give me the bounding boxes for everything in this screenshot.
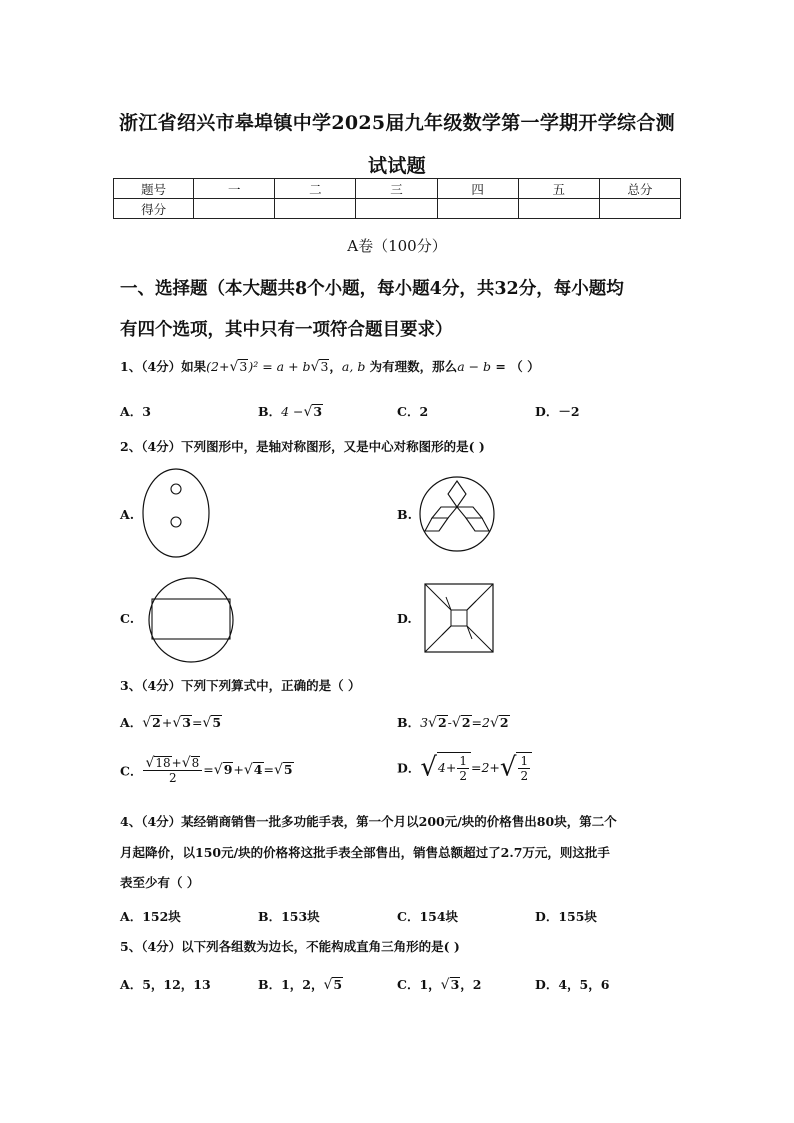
q3-option-b-label: B． (397, 715, 421, 730)
radicand: 4 (253, 762, 263, 777)
q1-option-b[interactable] (258, 402, 323, 420)
q5-option-c-text: C．1， (397, 977, 441, 992)
operator: =2+ (471, 760, 500, 775)
question-1-stem (120, 359, 690, 375)
q5-option-a[interactable]: A．5，12，13 (120, 977, 211, 992)
q1-exponent: )² (248, 359, 259, 374)
question-5-stem (120, 939, 690, 955)
q2-option-d-label[interactable]: D. (397, 611, 412, 626)
sqrt-symbol: √ (451, 715, 461, 731)
operator: = (263, 762, 274, 777)
operator: = (203, 762, 214, 777)
sqrt-symbol: √ (142, 715, 152, 731)
section-heading-line2: 有四个选项，其中只有一项符合题目要求） (120, 320, 453, 340)
q1-middle: ， (329, 359, 342, 374)
sqrt-symbol: √ (243, 762, 253, 778)
sqrt-symbol: √ (303, 404, 313, 420)
sqrt-symbol: √ (273, 762, 283, 778)
q1-expr-right: = a + b (258, 359, 311, 374)
radicand (516, 752, 532, 783)
question-4-line1 (120, 814, 690, 830)
q4-option-d[interactable]: D．155块 (535, 909, 597, 924)
sqrt-symbol: √ (489, 715, 499, 731)
q1-vars: a, b (341, 359, 366, 374)
score-cell: 四 (437, 179, 518, 199)
q4-option-c[interactable]: C．154块 (397, 909, 459, 924)
sqrt-symbol: √ (420, 752, 437, 783)
q1-option-b-label: B． (258, 404, 282, 419)
sqrt-symbol: √ (213, 762, 223, 778)
operator: + (171, 756, 182, 770)
sqrt-symbol: √ (172, 715, 182, 731)
numerator: 1 (520, 754, 529, 768)
document-title-line2: 试试题 (368, 155, 426, 177)
q1-option-c[interactable]: C．2 (397, 404, 429, 419)
q1-tail: = （ ） (491, 359, 540, 374)
question-3-stem (120, 678, 690, 694)
q3-option-d[interactable] (397, 752, 532, 783)
radicand: 3 (450, 977, 460, 992)
radicand: 18 (155, 756, 171, 770)
q2-option-a-label[interactable]: A. (120, 507, 135, 522)
score-table-score-row (114, 199, 681, 219)
q2-stem-text: 2、（4分）下列图形中，是轴对称图形，又是中心对称图形的是( ) (120, 439, 485, 454)
sqrt-symbol: √ (323, 977, 333, 993)
score-cell: 题号 (114, 179, 194, 199)
q3-option-a-label: A． (120, 715, 143, 730)
coefficient: 3 (420, 715, 429, 730)
score-table-header-row (114, 179, 681, 199)
sqrt-symbol: √ (499, 752, 517, 783)
sqrt-symbol: √ (428, 715, 437, 731)
radicand: 9 (223, 762, 233, 777)
q4-option-b[interactable]: B．153块 (258, 909, 320, 924)
q5-option-b-text: B．1，2， (258, 977, 324, 992)
score-input-cell[interactable] (599, 199, 680, 219)
q3-option-d-label: D． (397, 760, 421, 776)
q4-line3-text: 表至少有（ ） (120, 875, 200, 890)
q2-figure-c-circle-rectangle (148, 577, 234, 663)
fraction (457, 754, 469, 783)
sqrt-symbol: √ (440, 977, 450, 993)
q1-option-d[interactable]: D．－2 (535, 404, 580, 419)
numerator: 1 (459, 754, 467, 768)
operator: =2 (471, 715, 490, 730)
document-title-line1: 浙江省绍兴市皋埠镇中学2025届九年级数学第一学期开学综合测 (119, 112, 675, 134)
q3-option-c-label: C． (120, 763, 143, 779)
denominator: 2 (169, 771, 177, 785)
q5-option-c-suffix: ，2 (460, 977, 482, 992)
question-2-stem (120, 439, 690, 455)
score-table (113, 178, 681, 219)
q1-expr-left: (2+ (206, 359, 230, 374)
radicand: 8 (191, 756, 200, 770)
q5-option-b[interactable] (258, 975, 343, 993)
q1-radicand: 3 (239, 359, 248, 374)
radicand: 2 (152, 715, 161, 730)
radicand: 5 (212, 715, 222, 730)
radicand (437, 752, 471, 783)
score-input-cell[interactable] (518, 199, 599, 219)
q3-option-a[interactable] (120, 713, 222, 731)
q1-radicand-2: 3 (320, 359, 329, 374)
radicand: 2 (499, 715, 509, 730)
q2-figure-d-square-pinwheel (424, 583, 494, 653)
section-heading-line1: 一、选择题（本大题共8个小题，每小题4分，共32分，每小题均 (120, 279, 624, 299)
score-cell: 一 (194, 179, 275, 199)
q4-option-a[interactable]: A．152块 (120, 909, 181, 924)
operator: - (447, 715, 452, 730)
q4-line2-text: 月起降价，以150元/块的价格将这批手表全部售出，销售总额超过了2.7万元，则这批手 (120, 845, 610, 860)
q1-option-b-text: 4 − (281, 404, 304, 419)
denominator: 2 (459, 769, 467, 783)
q1-ask: a − b (457, 359, 492, 374)
score-cell: 总分 (599, 179, 680, 199)
question-4-line2 (120, 845, 690, 861)
score-cell: 五 (518, 179, 599, 199)
term: 4+ (437, 760, 457, 775)
q5-stem-text: 5、（4分）以下列各组数为边长，不能构成直角三角形的是( ) (120, 939, 460, 954)
score-cell: 三 (356, 179, 437, 199)
q3-option-b[interactable] (397, 713, 510, 731)
q2-figure-a-ellipse (142, 468, 212, 558)
question-4-line3 (120, 875, 690, 891)
q5-option-c[interactable] (397, 975, 481, 993)
q1-suffix: 为有理数，那么 (365, 359, 458, 374)
q3-option-c[interactable] (120, 756, 294, 785)
operator: + (161, 715, 173, 730)
radicand: 2 (437, 715, 447, 730)
radicand: 5 (333, 977, 343, 992)
radicand: 5 (283, 762, 293, 777)
operator: + (233, 762, 244, 777)
score-cell: 得分 (114, 199, 194, 219)
fraction (518, 754, 530, 783)
score-input-cell[interactable] (356, 199, 437, 219)
score-input-cell[interactable] (194, 199, 275, 219)
q2-figure-b-triple-diamond (419, 476, 495, 552)
q2-option-b-label[interactable]: B. (397, 507, 412, 522)
q3-stem-text: 3、（4分）下列下列算式中，正确的是（ ） (120, 678, 361, 693)
sqrt-symbol: √ (310, 359, 320, 375)
score-input-cell[interactable] (275, 199, 356, 219)
radicand: 3 (182, 715, 191, 730)
fraction (143, 756, 202, 785)
score-cell: 二 (275, 179, 356, 199)
sqrt-symbol: √ (181, 755, 191, 771)
sqrt-symbol: √ (229, 359, 239, 375)
q1-prefix: 1、（4分）如果 (120, 359, 207, 374)
sqrt-symbol: √ (145, 755, 155, 771)
q4-line1-text: 4、（4分）某经销商销售一批多功能手表，第一个月以200元/块的价格售出80块，第二个 (120, 814, 617, 829)
q1-option-a[interactable]: A．3 (120, 404, 151, 419)
operator: = (191, 715, 203, 730)
sqrt-symbol: √ (202, 715, 212, 731)
q1-option-b-radicand: 3 (313, 404, 323, 419)
volume-heading: A卷（100分） (347, 237, 447, 255)
radicand: 2 (461, 715, 471, 730)
score-input-cell[interactable] (437, 199, 518, 219)
q2-option-c-label[interactable]: C. (120, 611, 135, 626)
q5-option-d[interactable]: D．4，5，6 (535, 977, 610, 992)
denominator: 2 (520, 769, 529, 783)
